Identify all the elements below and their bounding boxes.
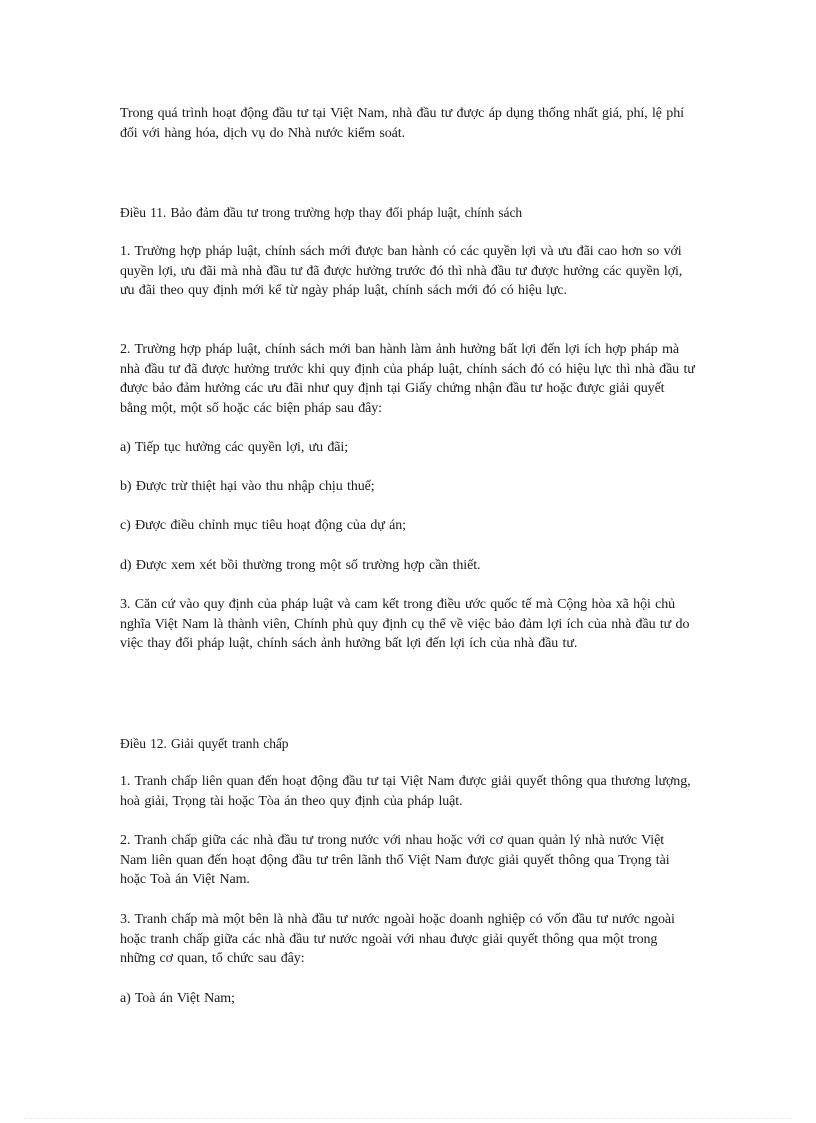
article-11-item-c: c) Được điều chỉnh mục tiêu hoạt động của dự án; — [120, 518, 406, 533]
article-11-item-b: b) Được trừ thiệt hại vào thu nhập chịu thuế; — [120, 479, 375, 494]
article-12-item-a: a) Toà án Việt Nam; — [120, 991, 235, 1006]
article-11-clause-3: 3. Căn cứ vào quy định của pháp luật và cam kết trong điều ước quốc tế mà Cộng hòa xã hội chủ nghĩa Việt Nam là thành viên, Chính phủ quy định cụ thể về việc bảo đảm lợi ích của nhà đầu tư do việc thay đổi pháp luật, chính sách ảnh hưởng bất lợi đến lợi ích của nhà đầu tư. — [120, 597, 690, 651]
intro-paragraph: Trong quá trình hoạt động đầu tư tại Việt Nam, nhà đầu tư được áp dụng thống nhất giá, phí, lệ phí đối với hàng hóa, dịch vụ do Nhà nước kiểm soát. — [120, 106, 684, 141]
article-11-clause-1: 1. Trường hợp pháp luật, chính sách mới được ban hành có các quyền lợi và ưu đãi cao hơn so với quyền lợi, ưu đãi mà nhà đầu tư đã được hưởng trước đó thì nhà đầu tư được hưởng các quyền lợi, ưu đãi theo quy định mới kể từ ngày pháp luật, chính sách mới đó có hiệu lực. — [120, 244, 683, 298]
article-11-item-a: a) Tiếp tục hưởng các quyền lợi, ưu đãi; — [120, 440, 349, 455]
article-11-clause-2: 2. Trường hợp pháp luật, chính sách mới ban hành làm ảnh hưởng bất lợi đến lợi ích hợp pháp mà nhà đầu tư đã được hưởng trước khi quy định của pháp luật, chính sách đó có hiệu lực thì nhà đầu tư được bảo đảm hưởng các ưu đãi như quy định tại Giấy chứng nhận đầu tư hoặc được giải quyết bằng một, một số hoặc các biện pháp sau đây: — [120, 342, 695, 416]
article-11-item-d: d) Được xem xét bồi thường trong một số trường hợp cần thiết. — [120, 558, 481, 573]
article-12-clause-2: 2. Tranh chấp giữa các nhà đầu tư trong nước với nhau hoặc với cơ quan quản lý nhà nước Việt Nam liên quan đến hoạt động đầu tư trên lãnh thổ Việt Nam được giải quyết thông qua Trọng tài hoặc Toà án Việt Nam. — [120, 833, 670, 887]
article-12-heading: Điều 12. Giải quyết tranh chấp — [120, 736, 289, 751]
page-bottom-dotted-rule — [24, 1118, 792, 1119]
article-12-clause-1: 1. Tranh chấp liên quan đến hoạt động đầu tư tại Việt Nam được giải quyết thông qua thương lượng, hoà giải, Trọng tài hoặc Tòa án theo quy định của pháp luật. — [120, 774, 691, 809]
article-12-clause-3: 3. Tranh chấp mà một bên là nhà đầu tư nước ngoài hoặc doanh nghiệp có vốn đầu tư nước ngoài hoặc tranh chấp giữa các nhà đầu tư nước ngoài với nhau được giải quyết thông qua một trong những cơ quan, tổ chức sau đây: — [120, 912, 675, 966]
article-11-heading: Điều 11. Bảo đảm đầu tư trong trường hợp thay đổi pháp luật, chính sách — [120, 205, 522, 220]
